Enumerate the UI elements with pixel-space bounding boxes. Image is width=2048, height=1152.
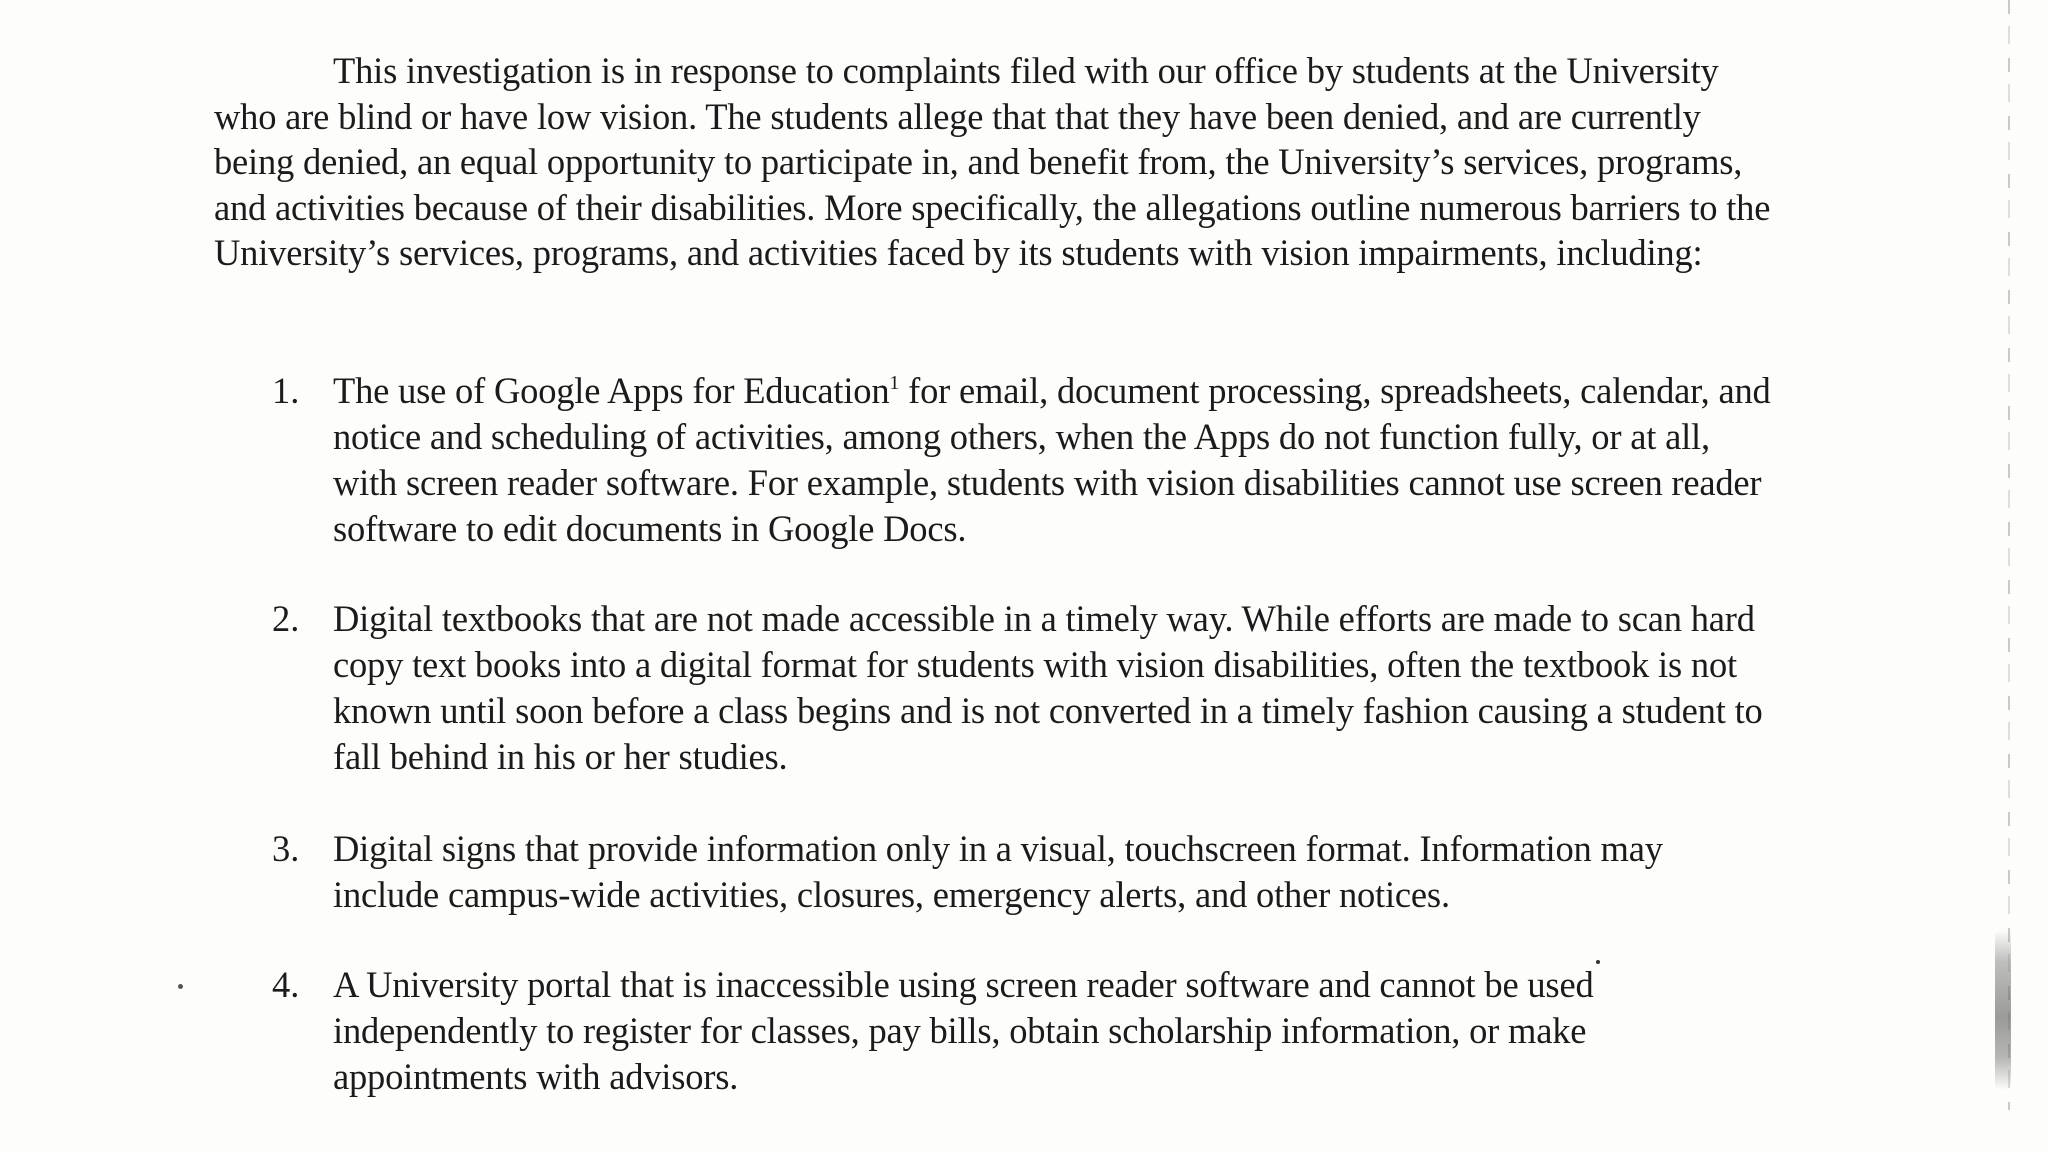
list-item-text-end: for email, document processing, spreadsheets, calendar, and notice and scheduling of activities, among others, when the Apps do not function fully, or at all, with screen reader software. For example, students with vision disabilities cannot use screen reader software to edit documents in Google Docs. — [333, 370, 1771, 549]
list-item-number: 1. — [272, 370, 300, 411]
list-item-text: Digital signs that provide information only in a visual, touchscreen format. Information may include campus-wide activities, closures, emergency alerts, and other notices. — [333, 828, 1663, 915]
list-item-text: A University portal that is inaccessible using screen reader software and cannot be used independently to register for classes, pay bills, obtain scholarship information, or make appointments with advisors. — [333, 964, 1594, 1097]
list-item-number: 4. — [272, 964, 300, 1005]
list-item-text — [333, 368, 1773, 552]
scan-speck — [1596, 960, 1600, 964]
intro-paragraph: This investigation is in response to complaints filed with our office by students at the University who are blind or have low vision. The students allege that that they have been denied, and are currently being denied, an equal opportunity to participate in, and benefit from, the University’s services, programs, and activities because of their disabilities. More specifically, the allegations outline numerous barriers to the University’s services, programs, and activities faced by its students with vision impairments, including: — [214, 50, 1771, 274]
list-item-number: 3. — [272, 828, 300, 869]
scan-smudge-artifact — [1995, 930, 2011, 1090]
list-item-text-start: The use of Google Apps for Education — [333, 370, 890, 411]
list-item-text: Digital textbooks that are not made accessible in a timely way. While efforts are made to scan hard copy text books into a digital format for students with vision disabilities, often the textbook is not known until soon before a class begins and is not converted in a timely fashion causing a student to fall behind in his or her studies. — [333, 598, 1763, 777]
list-item-number: 2. — [272, 598, 300, 639]
scan-speck — [178, 984, 183, 989]
footnote-marker: 1 — [889, 372, 900, 394]
